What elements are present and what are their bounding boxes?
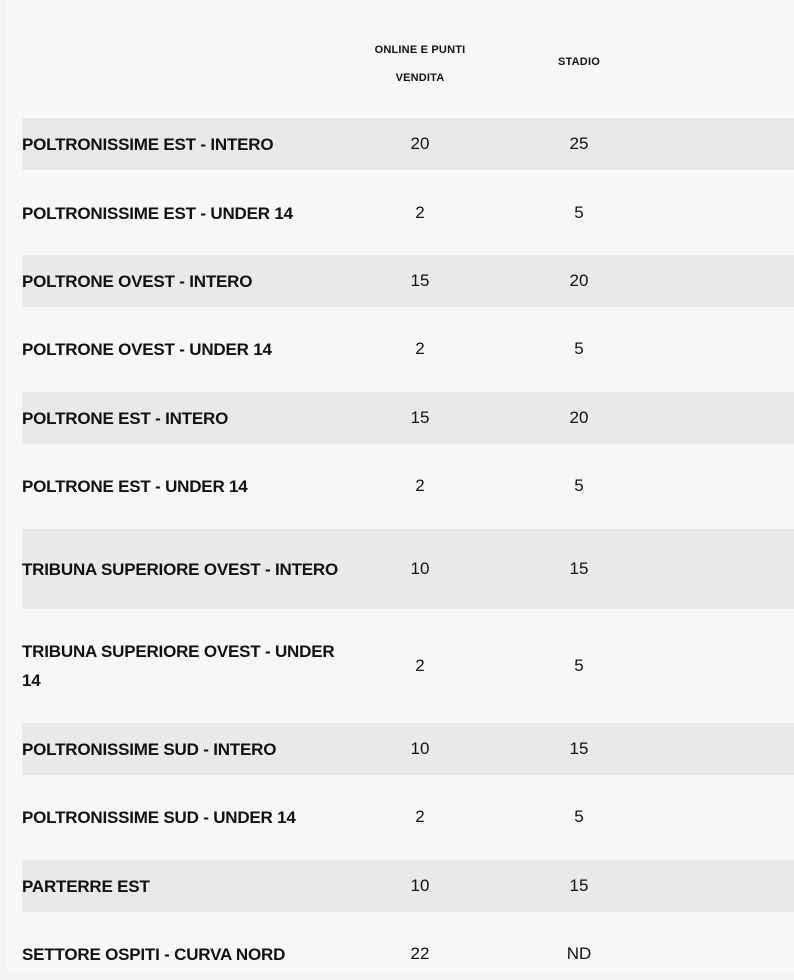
online-price: 2 [415, 807, 425, 826]
online-price: 10 [410, 559, 430, 578]
stadio-price: ND [566, 944, 592, 963]
sector-name: POLTRONE OVEST - INTERO [22, 271, 253, 291]
table-row [22, 392, 794, 444]
online-price: 2 [415, 203, 425, 222]
table-row [22, 723, 794, 775]
table-row [22, 529, 794, 609]
sector-name: TRIBUNA SUPERIORE OVEST - UNDER 14 [22, 642, 335, 690]
stadio-price: 20 [569, 408, 589, 427]
online-price: 2 [415, 476, 425, 495]
sector-name: POLTRONISSIME EST - INTERO [22, 134, 274, 154]
stadio-price: 5 [574, 656, 584, 675]
online-price: 20 [410, 134, 430, 153]
sector-name: POLTRONE EST - UNDER 14 [22, 476, 248, 496]
sector-name: POLTRONISSIME EST - UNDER 14 [22, 203, 293, 223]
online-price: 15 [410, 408, 430, 427]
table-row [22, 791, 794, 843]
stadio-price: 5 [574, 807, 584, 826]
table-row [22, 860, 794, 912]
online-price: 10 [410, 739, 430, 758]
table-row [22, 928, 794, 980]
online-price: 2 [415, 339, 425, 358]
column-header-online: ONLINE E PUNTI VENDITA [374, 44, 466, 84]
stadio-price: 5 [574, 476, 584, 495]
table-row [22, 460, 794, 512]
table-row [22, 118, 794, 170]
table-row [22, 626, 794, 706]
sector-name: POLTRONE EST - INTERO [22, 408, 229, 428]
stadio-price: 15 [569, 876, 589, 895]
sector-name: POLTRONISSIME SUD - INTERO [22, 739, 277, 759]
stadio-price: 5 [574, 339, 584, 358]
column-header-stadio: STADIO [558, 56, 600, 68]
stadio-price: 20 [569, 271, 589, 290]
stadio-price: 5 [574, 203, 584, 222]
sector-name: PARTERRE EST [22, 876, 150, 896]
table-header [6, 0, 794, 118]
stadio-price: 25 [569, 134, 589, 153]
table-row [22, 323, 794, 375]
sector-name: POLTRONE OVEST - UNDER 14 [22, 339, 272, 359]
stadio-price: 15 [569, 559, 589, 578]
sector-name: POLTRONISSIME SUD - UNDER 14 [22, 807, 296, 827]
online-price: 2 [415, 656, 425, 675]
stadio-price: 15 [569, 739, 589, 758]
sector-name: SETTORE OSPITI - CURVA NORD [22, 944, 286, 964]
online-price: 15 [410, 271, 430, 290]
table-row [22, 255, 794, 307]
online-price: 10 [410, 876, 430, 895]
price-table [6, 0, 794, 973]
sector-name: TRIBUNA SUPERIORE OVEST - INTERO [22, 559, 338, 579]
online-price: 22 [410, 944, 430, 963]
table-row [22, 187, 794, 239]
